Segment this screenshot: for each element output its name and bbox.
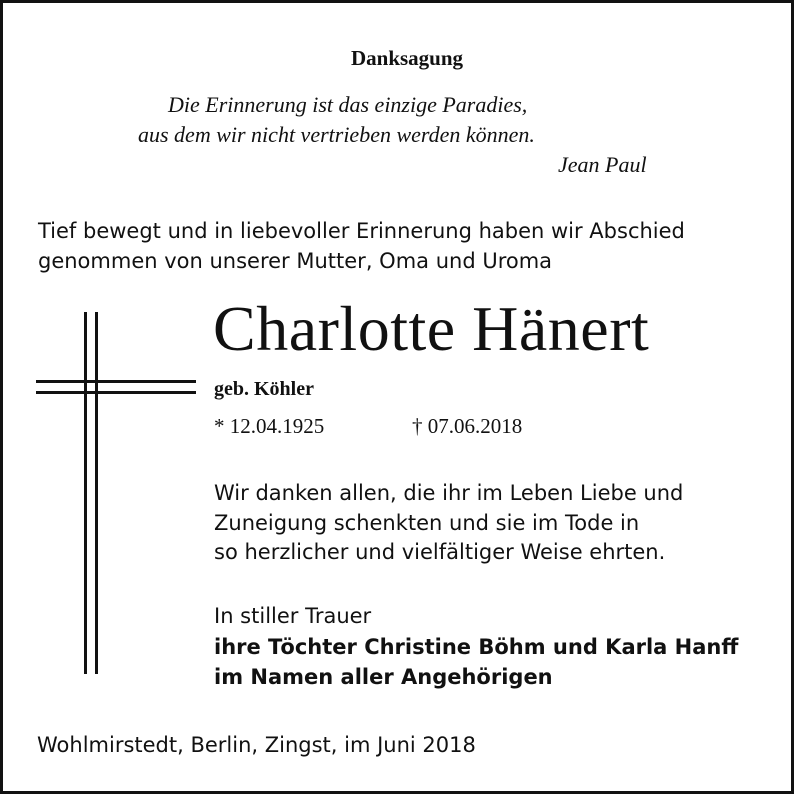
cross-icon [36,312,196,674]
death-date: † 07.06.2018 [412,414,523,438]
signatory-line: ihre Töchter Christine Böhm und Karla Hanff [214,635,739,659]
thanks-line: Zuneigung schenkten und sie im Tode in [214,511,640,535]
quote-line: aus dem wir nicht vertrieben werden können. [138,122,535,147]
birth-date: * 12.04.1925 [214,414,325,438]
signatory-line: im Namen aller Angehörigen [214,665,553,689]
deceased-name: Charlotte Hänert [213,293,650,364]
thanks-line: so herzlicher und vielfältiger Weise ehrten. [214,540,666,564]
birth-name: geb. Köhler [214,378,314,400]
quote-author: Jean Paul [558,152,647,177]
mourning-line: In stiller Trauer [214,604,372,628]
intro-line: Tief bewegt und in liebevoller Erinnerung haben wir Abschied [38,219,685,243]
thanks-line: Wir danken allen, die ihr im Leben Liebe und [214,481,684,505]
intro-line: genommen von unserer Mutter, Oma und Uroma [38,249,553,273]
heading: Danksagung [350,46,464,70]
quote-line: Die Erinnerung ist das einzige Paradies, [168,92,528,117]
place-date: Wohlmirstedt, Berlin, Zingst, im Juni 2018 [37,733,476,757]
